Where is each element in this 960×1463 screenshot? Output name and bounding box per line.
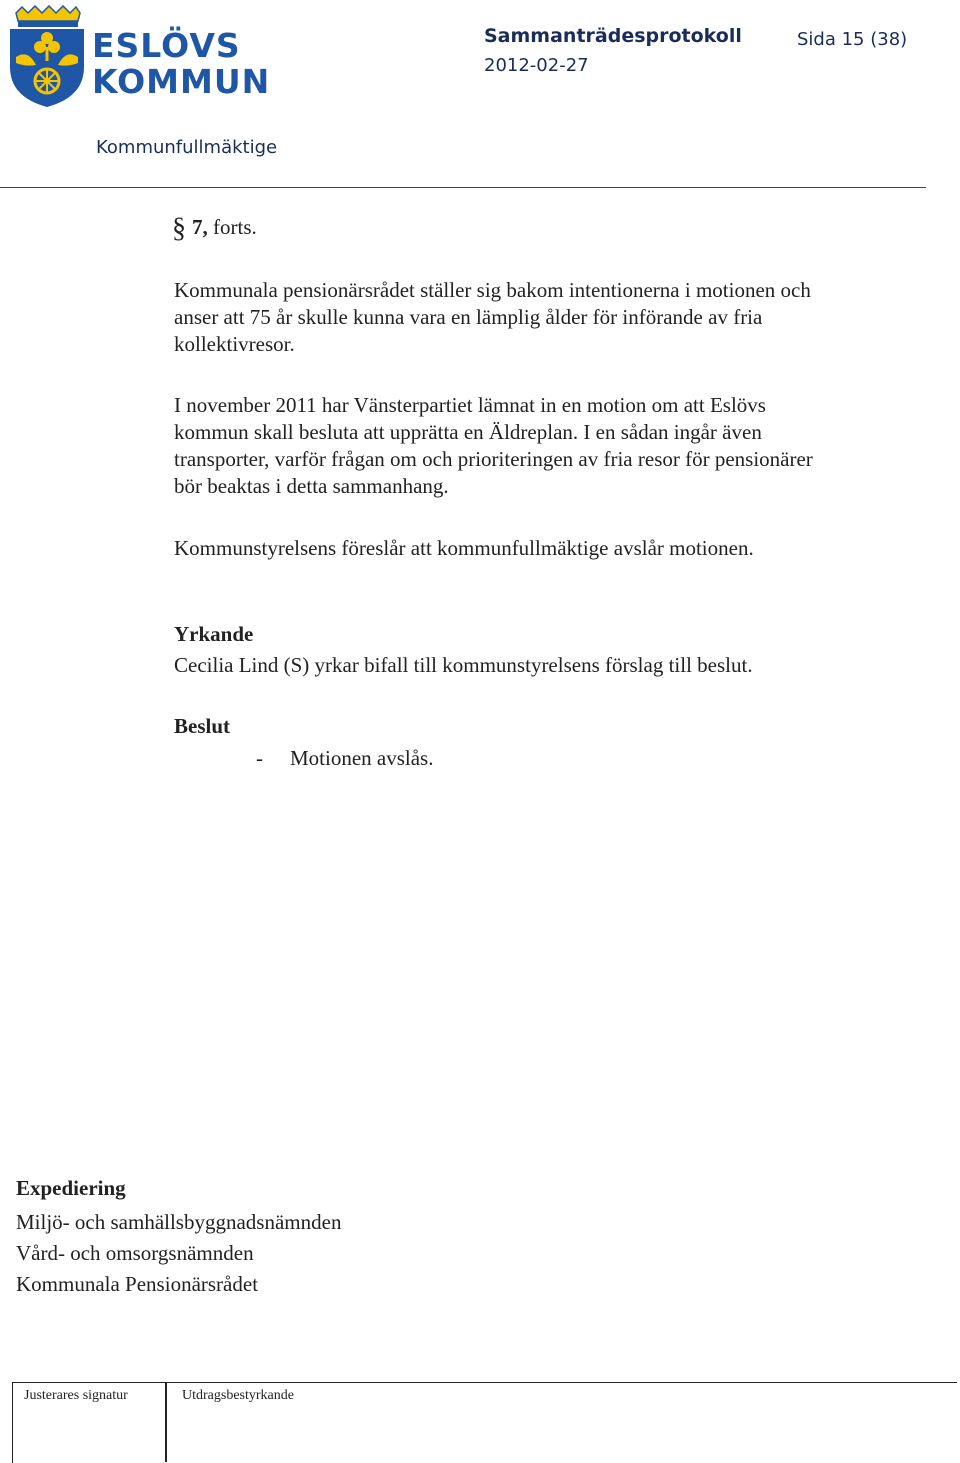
header-divider: [0, 187, 926, 188]
expediering-item: Kommunala Pensionärsrådet: [16, 1272, 259, 1296]
section-number: 7,: [192, 215, 208, 239]
decision-text: Motionen avslås.: [290, 746, 434, 770]
paragraph-pensioner-council: Kommunala pensionärsrådet ställer sig bakom intentionerna i motionen och anser att 75 år skulle kunna vara en lämplig ålder för införande av fria kollektivresor.: [174, 278, 811, 356]
council-name: Kommunfullmäktige: [96, 137, 278, 158]
logo-wordmark: [92, 28, 270, 100]
logo-line-2: KOMMUN: [92, 62, 271, 101]
section-symbol: §: [172, 213, 186, 244]
paragraph-motion-background: I november 2011 har Vänsterpartiet lämnat in en motion om att Eslövs kommun skall besluta att upprätta en Äldreplan. I en sådan ingår även transporter, varför frågan om och prioriteringen av fria resor för pensionärer bör beaktas i detta sammanhang.: [174, 393, 813, 498]
extract-label: Utdragsbestyrkande: [182, 1388, 294, 1403]
decision-bullet: -: [256, 746, 263, 770]
expediering-item: Miljö- och samhällsbyggnadsnämnden: [16, 1210, 342, 1234]
footer-signature-box: [12, 1382, 957, 1463]
yrkande-text: Cecilia Lind (S) yrkar bifall till kommunstyrelsens förslag till beslut.: [174, 653, 753, 677]
expediering-heading: Expediering: [16, 1176, 126, 1200]
expediering-list: [16, 1207, 341, 1300]
section-suffix: forts.: [213, 215, 257, 239]
yrkande-heading: Yrkande: [174, 622, 254, 646]
logo-line-1: ESLÖVS: [92, 26, 241, 65]
document-title: Sammanträdesprotokoll: [484, 25, 742, 47]
expediering-item: Vård- och omsorgsnämnden: [16, 1241, 254, 1265]
section-reference: [172, 213, 257, 245]
paragraph-board-proposal: Kommunstyrelsens föreslår att kommunfullmäktige avslår motionen.: [174, 536, 754, 560]
footer-divider: [165, 1382, 167, 1462]
decision-item: [256, 746, 433, 771]
signature-label: Justerares signatur: [24, 1388, 128, 1403]
meeting-date: 2012-02-27: [484, 55, 589, 76]
coat-of-arms-icon: [6, 5, 88, 109]
beslut-heading: Beslut: [174, 714, 231, 738]
page-number: Sida 15 (38): [797, 29, 908, 50]
